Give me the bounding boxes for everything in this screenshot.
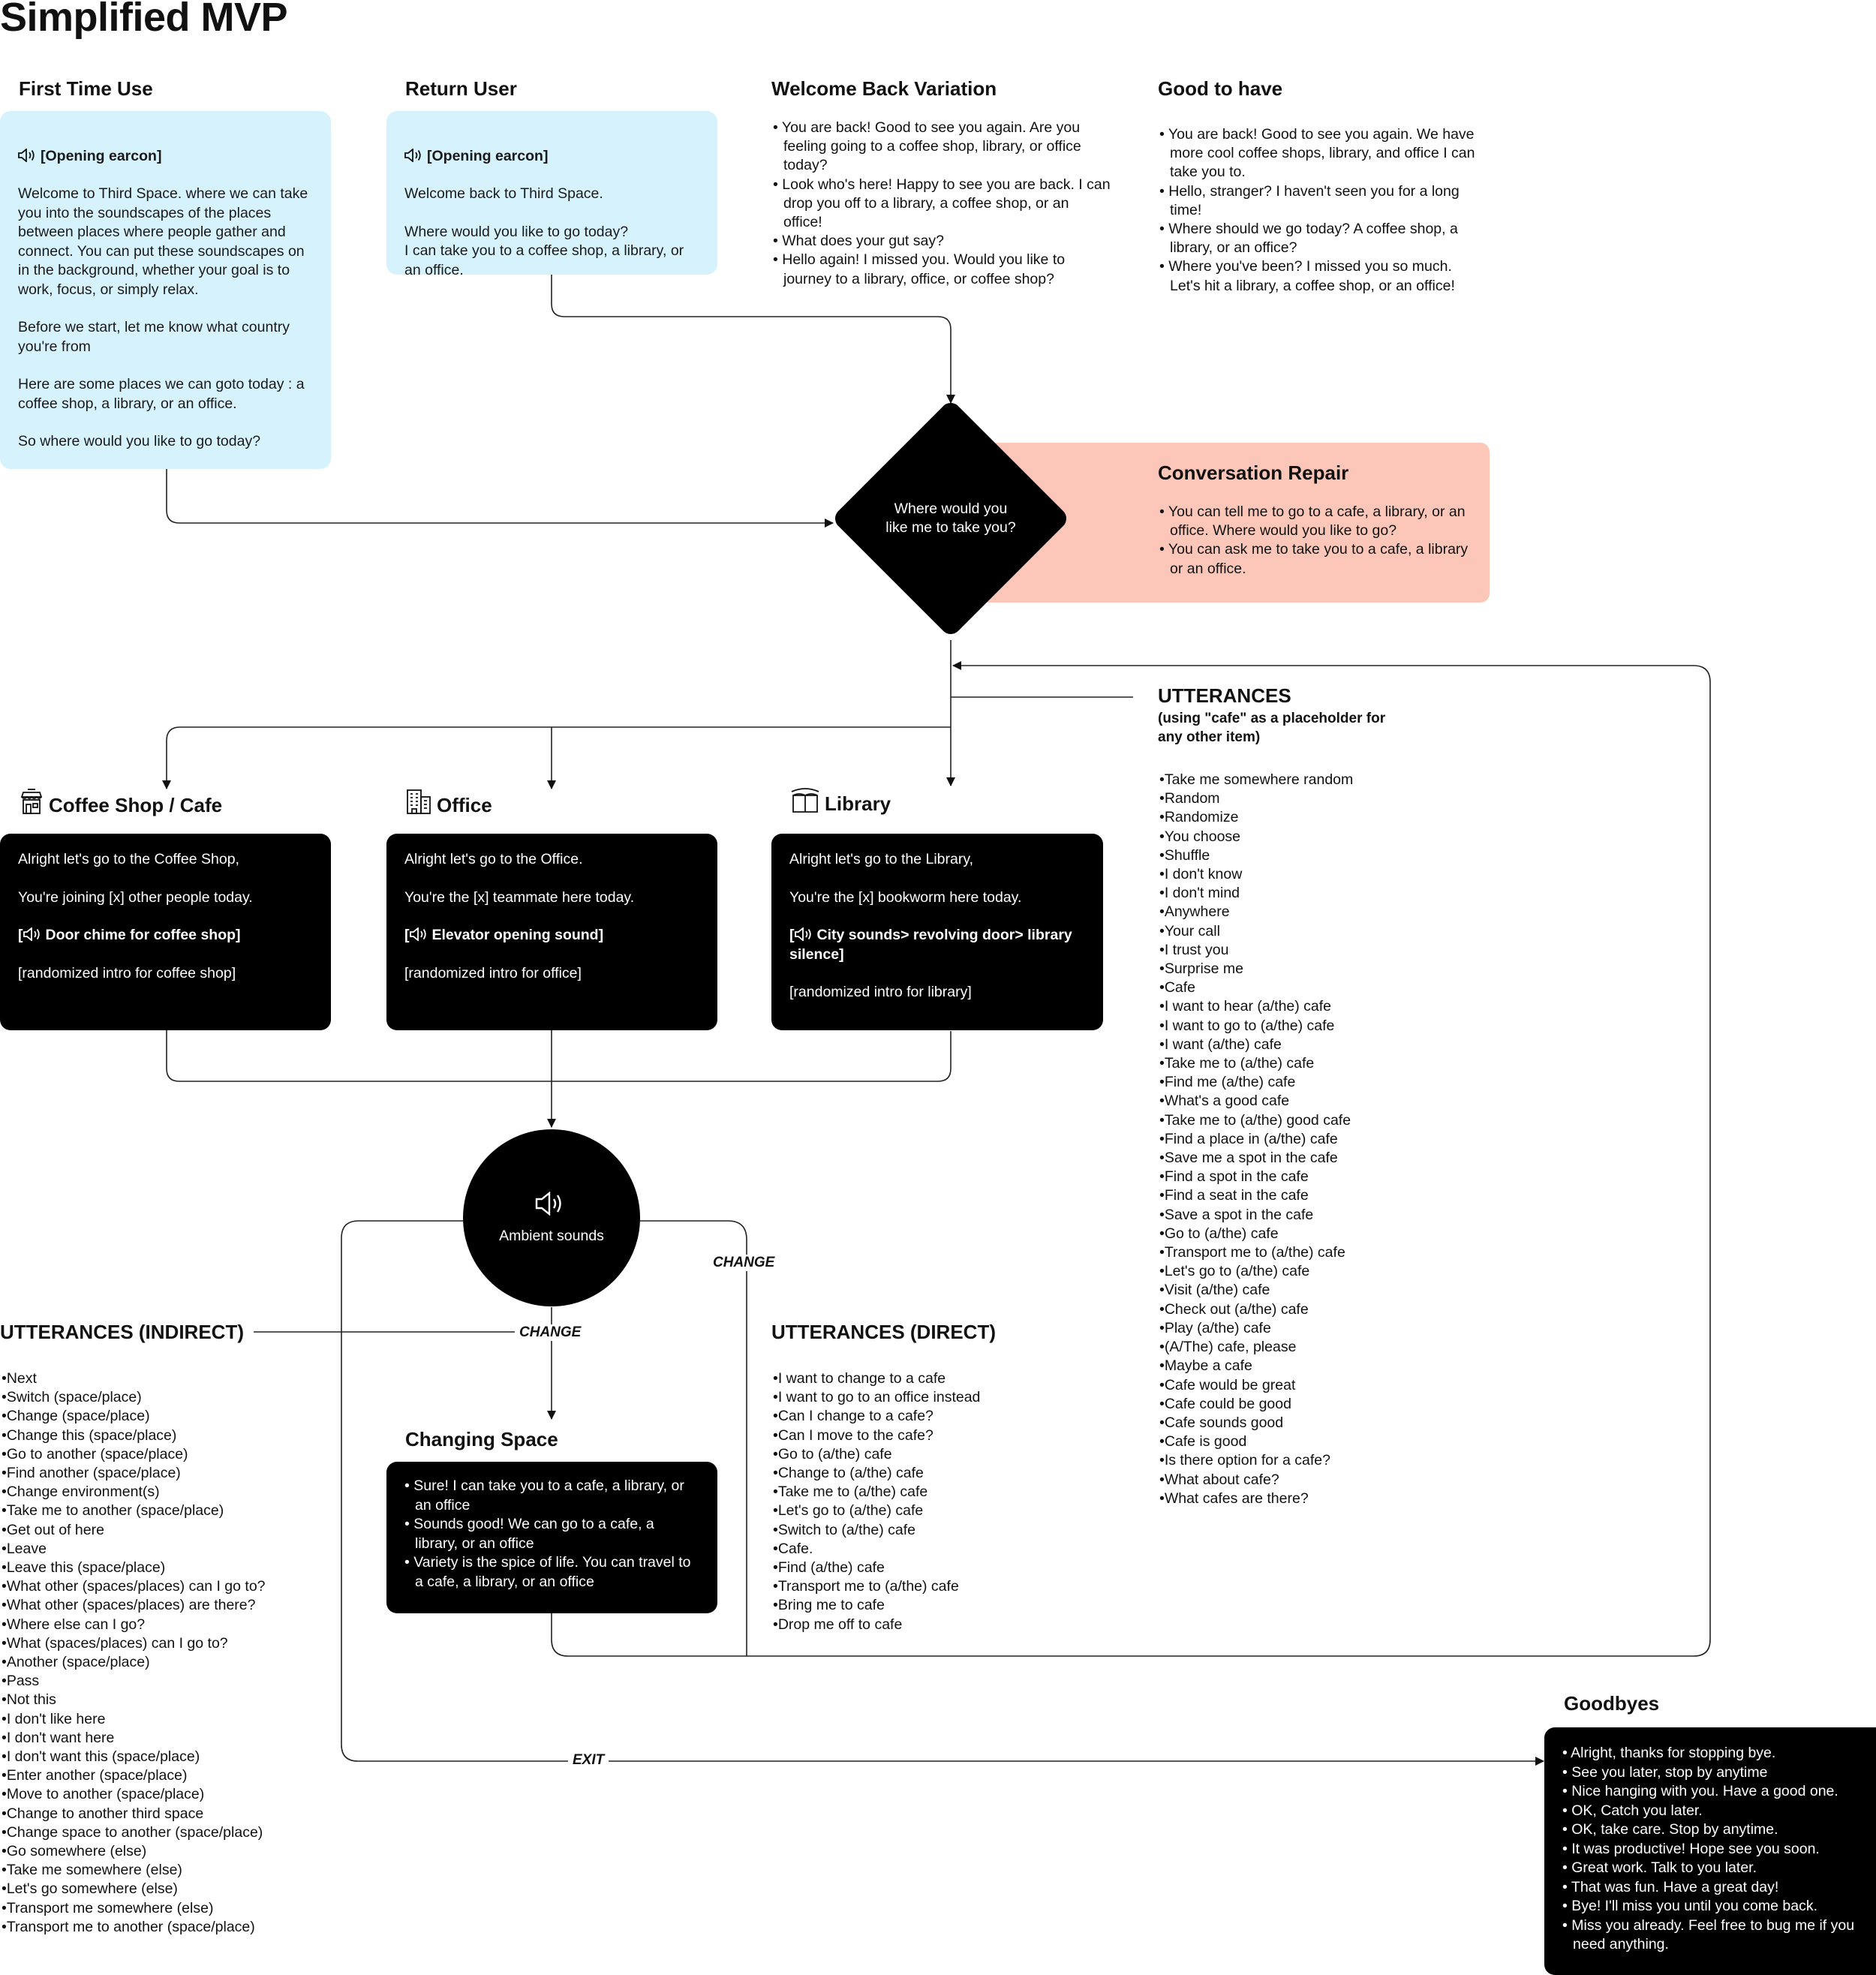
list-item: • Great work. Talk to you later. — [1562, 1859, 1858, 1878]
list-item: • Hello again! I missed you. Would you like to journey to a library, office, or coffee shop? — [773, 251, 1111, 288]
office-line: You're the [x] teammate here today. — [404, 888, 635, 906]
list-item: • Bye! I'll miss you until you come back. — [1562, 1897, 1858, 1916]
utterances-subheading: (using "cafe" as a placeholder for any other item) — [1158, 711, 1386, 745]
list-item: • Surprise me — [1159, 960, 1353, 978]
library-heading-label: Library — [825, 792, 891, 815]
utterances-heading: UTTERANCES — [1158, 684, 1291, 707]
list-item: • You are back! Good to see you again. We have more cool coffee shops, library, and office I can take you to. — [1159, 125, 1482, 182]
welcome-back-heading: Welcome Back Variation — [771, 77, 997, 100]
office-heading — [405, 788, 492, 817]
goodbyes-heading: Goodbyes — [1564, 1692, 1660, 1715]
list-item: • Can I change to a cafe? — [773, 1407, 980, 1426]
list-item: • Transport me somewhere (else) — [2, 1899, 266, 1918]
list-item: • Enter another (space/place) — [2, 1766, 266, 1785]
list-item: • What other (spaces/places) are there? — [2, 1596, 266, 1615]
ambient-node — [463, 1129, 640, 1306]
list-item: • Next — [2, 1369, 266, 1388]
return-user-earcon: [Opening earcon] — [404, 128, 699, 166]
first-time-paragraph: Welcome to Third Space. where we can take you into the soundscapes of the places between places where people gather and connect. You can put these soundscapes on in the background, whether your goal is to work, focus, or simply relax. — [18, 185, 308, 298]
utterances-direct-list — [773, 1369, 980, 1634]
list-item: • What about cafe? — [1159, 1471, 1353, 1490]
list-item: • (A/The) cafe, please — [1159, 1338, 1353, 1357]
utterances-indirect-list — [2, 1369, 266, 1937]
list-item: • Cafe — [1159, 978, 1353, 997]
library-sound: [ City sounds> revolving door> library silence] — [789, 927, 1072, 963]
first-time-card — [0, 111, 331, 469]
speaker-icon — [410, 927, 429, 941]
list-item: • Random — [1159, 789, 1353, 808]
list-item: • Shuffle — [1159, 846, 1353, 865]
list-item: • I trust you — [1159, 941, 1353, 960]
list-item: • Let's go to (a/the) cafe — [1159, 1262, 1353, 1281]
list-item: • OK, Catch you later. — [1562, 1802, 1858, 1821]
list-item: • I want (a/the) cafe — [1159, 1036, 1353, 1054]
list-item: • Let's go somewhere (else) — [2, 1880, 266, 1898]
list-item: • Find me (a/the) cafe — [1159, 1073, 1353, 1092]
list-item: • Cafe would be great — [1159, 1376, 1353, 1395]
utterances-indirect-heading: UTTERANCES (INDIRECT) — [0, 1321, 244, 1343]
list-item: • Randomize — [1159, 808, 1353, 827]
decision-node — [831, 398, 1071, 639]
list-item: • What does your gut say? — [773, 232, 1111, 251]
list-item: • Change this (space/place) — [2, 1426, 266, 1445]
edge-label-change: CHANGE — [515, 1324, 585, 1341]
first-time-earcon-label: Opening earcon — [45, 147, 157, 164]
list-item: • Look who's here! Happy to see you are back. I can drop you off to a library, a coffee shop, or an office! — [773, 176, 1111, 233]
list-item: • Take me somewhere (else) — [2, 1861, 266, 1880]
office-heading-label: Office — [437, 794, 492, 816]
list-item: • Can I move to the cafe? — [773, 1426, 980, 1445]
list-item: • OK, take care. Stop by anytime. — [1562, 1820, 1858, 1840]
list-item: • Pass — [2, 1672, 266, 1691]
list-item: • Cafe is good — [1159, 1432, 1353, 1451]
list-item: • Save a spot in the cafe — [1159, 1206, 1353, 1225]
list-item: • Go to (a/the) cafe — [1159, 1225, 1353, 1243]
first-time-earcon: [Opening earcon] — [18, 128, 313, 166]
first-time-heading: First Time Use — [19, 77, 153, 100]
list-item: • I want to go to (a/the) cafe — [1159, 1017, 1353, 1036]
return-user-card — [386, 111, 717, 278]
list-item: • Take me to (a/the) cafe — [1159, 1054, 1353, 1073]
list-item: • Where should we go today? A coffee shop, a library, or an office? — [1159, 220, 1482, 257]
good-to-have-heading: Good to have — [1158, 77, 1283, 100]
first-time-paragraph: So where would you like to go today? — [18, 433, 261, 449]
page-title: Simplified MVP — [0, 0, 288, 40]
list-item: • What's a good cafe — [1159, 1092, 1353, 1111]
edge-label-exit: EXIT — [568, 1752, 609, 1769]
goodbyes-card — [1544, 1727, 1876, 1975]
coffee-shop-line: You're joining [x] other people today. — [18, 888, 253, 906]
list-item: • Transport me to (a/the) cafe — [773, 1577, 980, 1596]
list-item: • Variety is the spice of life. You can travel to a cafe, a library, or an office — [404, 1553, 699, 1592]
coffee-shop-icon — [19, 788, 44, 815]
office-sound-label: Elevator opening sound — [431, 927, 599, 943]
list-item: • Miss you already. Feel free to bug me if you need anything. — [1562, 1916, 1858, 1955]
list-item: • It was productive! Hope see you soon. — [1562, 1840, 1858, 1859]
list-item: • Where else can I go? — [2, 1616, 266, 1634]
list-item: • Alright, thanks for stopping bye. — [1562, 1744, 1858, 1763]
library-intro: [randomized intro for library] — [789, 984, 972, 1000]
list-item: • Go to another (space/place) — [2, 1445, 266, 1464]
list-item: • That was fun. Have a great day! — [1562, 1878, 1858, 1898]
list-item: • Where you've been? I missed you so much. Let's hit a library, a coffee shop, or an office! — [1159, 257, 1482, 295]
return-user-paragraph: Where would you like to go today? I can take you to a coffee shop, a library, or an office. — [404, 223, 684, 278]
good-to-have-list — [1159, 125, 1482, 296]
list-item: • I don't know — [1159, 865, 1353, 884]
list-item: • Go to (a/the) cafe — [773, 1445, 980, 1464]
list-item: • Cafe could be good — [1159, 1395, 1353, 1414]
list-item: • Not this — [2, 1691, 266, 1709]
list-item: • Find another (space/place) — [2, 1464, 266, 1483]
list-item: • Bring me to cafe — [773, 1596, 980, 1615]
library-icon — [790, 788, 820, 813]
list-item: • I don't like here — [2, 1710, 266, 1729]
list-item: • Another (space/place) — [2, 1653, 266, 1672]
list-item: • Play (a/the) cafe — [1159, 1319, 1353, 1338]
list-item: • Sounds good! We can go to a cafe, a library, or an office — [404, 1515, 699, 1553]
list-item: • Go somewhere (else) — [2, 1842, 266, 1861]
list-item: • Take me to (a/the) cafe — [773, 1483, 980, 1502]
list-item: • Save me a spot in the cafe — [1159, 1149, 1353, 1168]
list-item: • You choose — [1159, 828, 1353, 846]
library-sound-label: City sounds> revolving door> library silence — [789, 927, 1072, 963]
list-item: • Change to (a/the) cafe — [773, 1464, 980, 1483]
list-item: • You can tell me to go to a cafe, a library, or an office. Where would you like to go? — [1159, 503, 1482, 540]
speaker-icon — [18, 149, 38, 162]
list-item: • I don't mind — [1159, 884, 1353, 903]
list-item: • Get out of here — [2, 1521, 266, 1540]
list-item: • Check out (a/the) cafe — [1159, 1300, 1353, 1319]
library-line: Alright let's go to the Library, — [789, 851, 974, 867]
list-item: • Leave — [2, 1540, 266, 1559]
list-item: • Change space to another (space/place) — [2, 1823, 266, 1842]
list-item: • Take me somewhere random — [1159, 771, 1353, 789]
speaker-icon — [795, 927, 814, 941]
return-user-paragraph: Welcome back to Third Space. — [404, 185, 603, 202]
list-item: • See you later, stop by anytime — [1562, 1763, 1858, 1783]
list-item: • I don't want this (space/place) — [2, 1748, 266, 1766]
list-item: • Hello, stranger? I haven't seen you for a long time! — [1159, 182, 1482, 220]
coffee-shop-line: Alright let's go to the Coffee Shop, — [18, 851, 239, 867]
list-item: • I want to go to an office instead — [773, 1388, 980, 1407]
list-item: • Anywhere — [1159, 903, 1353, 921]
edge-label-change: CHANGE — [708, 1255, 779, 1271]
list-item: • Leave this (space/place) — [2, 1559, 266, 1577]
list-item: • Find (a/the) cafe — [773, 1559, 980, 1577]
coffee-shop-heading — [19, 788, 222, 817]
edge-return-to-decision — [552, 275, 951, 403]
list-item: • Is there option for a cafe? — [1159, 1451, 1353, 1470]
office-card — [386, 834, 717, 1030]
list-item: • What cafes are there? — [1159, 1490, 1353, 1508]
first-time-paragraph: Here are some places we can goto today : a coffee shop, a library, or an office. — [18, 376, 305, 412]
utterances-direct-heading: UTTERANCES (DIRECT) — [771, 1321, 996, 1343]
coffee-shop-sound-label: Door chime for coffee shop — [45, 927, 236, 943]
list-item: • Change to another third space — [2, 1805, 266, 1823]
coffee-shop-sound: [ Door chime for coffee shop] — [18, 927, 241, 943]
edge-return-loop — [552, 666, 1710, 1656]
speaker-icon — [23, 927, 43, 941]
list-item: • Find a seat in the cafe — [1159, 1186, 1353, 1205]
list-item: • I want to change to a cafe — [773, 1369, 980, 1388]
office-sound: [ Elevator opening sound] — [404, 927, 604, 943]
list-item: • You are back! Good to see you again. Are you feeling going to a coffee shop, library, or office today? — [773, 119, 1111, 176]
repair-list — [1159, 503, 1482, 579]
return-user-earcon-label: Opening earcon — [431, 147, 543, 164]
changing-space-card — [386, 1462, 717, 1613]
list-item: • Take me to another (space/place) — [2, 1502, 266, 1520]
list-item: • Take me to (a/the) good cafe — [1159, 1111, 1353, 1130]
decision-label: Where would you like me to take you? — [885, 501, 1016, 536]
list-item: • Nice hanging with you. Have a good one. — [1562, 1782, 1858, 1802]
coffee-shop-intro: [randomized intro for coffee shop] — [18, 964, 236, 981]
list-item: • What other (spaces/places) can I go to? — [2, 1577, 266, 1596]
office-intro: [randomized intro for office] — [404, 964, 582, 981]
list-item: • Sure! I can take you to a cafe, a library, or an office — [404, 1477, 699, 1515]
coffee-shop-heading-label: Coffee Shop / Cafe — [49, 794, 223, 816]
list-item: • I want to hear (a/the) cafe — [1159, 997, 1353, 1016]
list-item: • Move to another (space/place) — [2, 1785, 266, 1804]
edge-merge — [167, 1030, 951, 1081]
list-item: • Transport me to (a/the) cafe — [1159, 1243, 1353, 1262]
office-building-icon — [405, 788, 432, 815]
list-item: • Drop me off to cafe — [773, 1616, 980, 1634]
list-item: • I don't want here — [2, 1729, 266, 1748]
edge-branch-split — [167, 727, 951, 789]
list-item: • You can ask me to take you to a cafe, a library or an office. — [1159, 540, 1482, 578]
list-item: • Cafe sounds good — [1159, 1414, 1353, 1432]
return-user-heading: Return User — [405, 77, 517, 100]
office-line: Alright let's go to the Office. — [404, 851, 583, 867]
list-item: • Your call — [1159, 922, 1353, 941]
library-line: You're the [x] bookworm here today. — [789, 888, 1022, 906]
list-item: • Maybe a cafe — [1159, 1357, 1353, 1375]
list-item: • Transport me to another (space/place) — [2, 1918, 266, 1937]
list-item: • Switch (space/place) — [2, 1388, 266, 1407]
changing-space-heading: Changing Space — [405, 1428, 558, 1450]
coffee-shop-card — [0, 834, 331, 1030]
library-card — [771, 834, 1103, 1030]
list-item: • What (spaces/places) can I go to? — [2, 1634, 266, 1653]
list-item: • Change (space/place) — [2, 1407, 266, 1426]
list-item: • Cafe. — [773, 1540, 980, 1559]
speaker-icon — [404, 149, 424, 162]
list-item: • Find a place in (a/the) cafe — [1159, 1130, 1353, 1149]
utterances-list — [1159, 771, 1353, 1508]
list-item: • Change environment(s) — [2, 1483, 266, 1502]
list-item: • Switch to (a/the) cafe — [773, 1521, 980, 1540]
first-time-paragraph: Before we start, let me know what country you're from — [18, 319, 290, 355]
repair-heading: Conversation Repair — [1158, 461, 1349, 484]
list-item: • Find a spot in the cafe — [1159, 1168, 1353, 1186]
welcome-back-list — [773, 119, 1111, 289]
library-heading — [790, 788, 891, 816]
list-item: • Let's go to (a/the) cafe — [773, 1502, 980, 1520]
list-item: • Visit (a/the) cafe — [1159, 1281, 1353, 1300]
ambient-label: Ambient sounds — [499, 1227, 604, 1244]
speaker-icon — [535, 1192, 568, 1220]
edge-first-time-to-decision — [167, 469, 833, 523]
